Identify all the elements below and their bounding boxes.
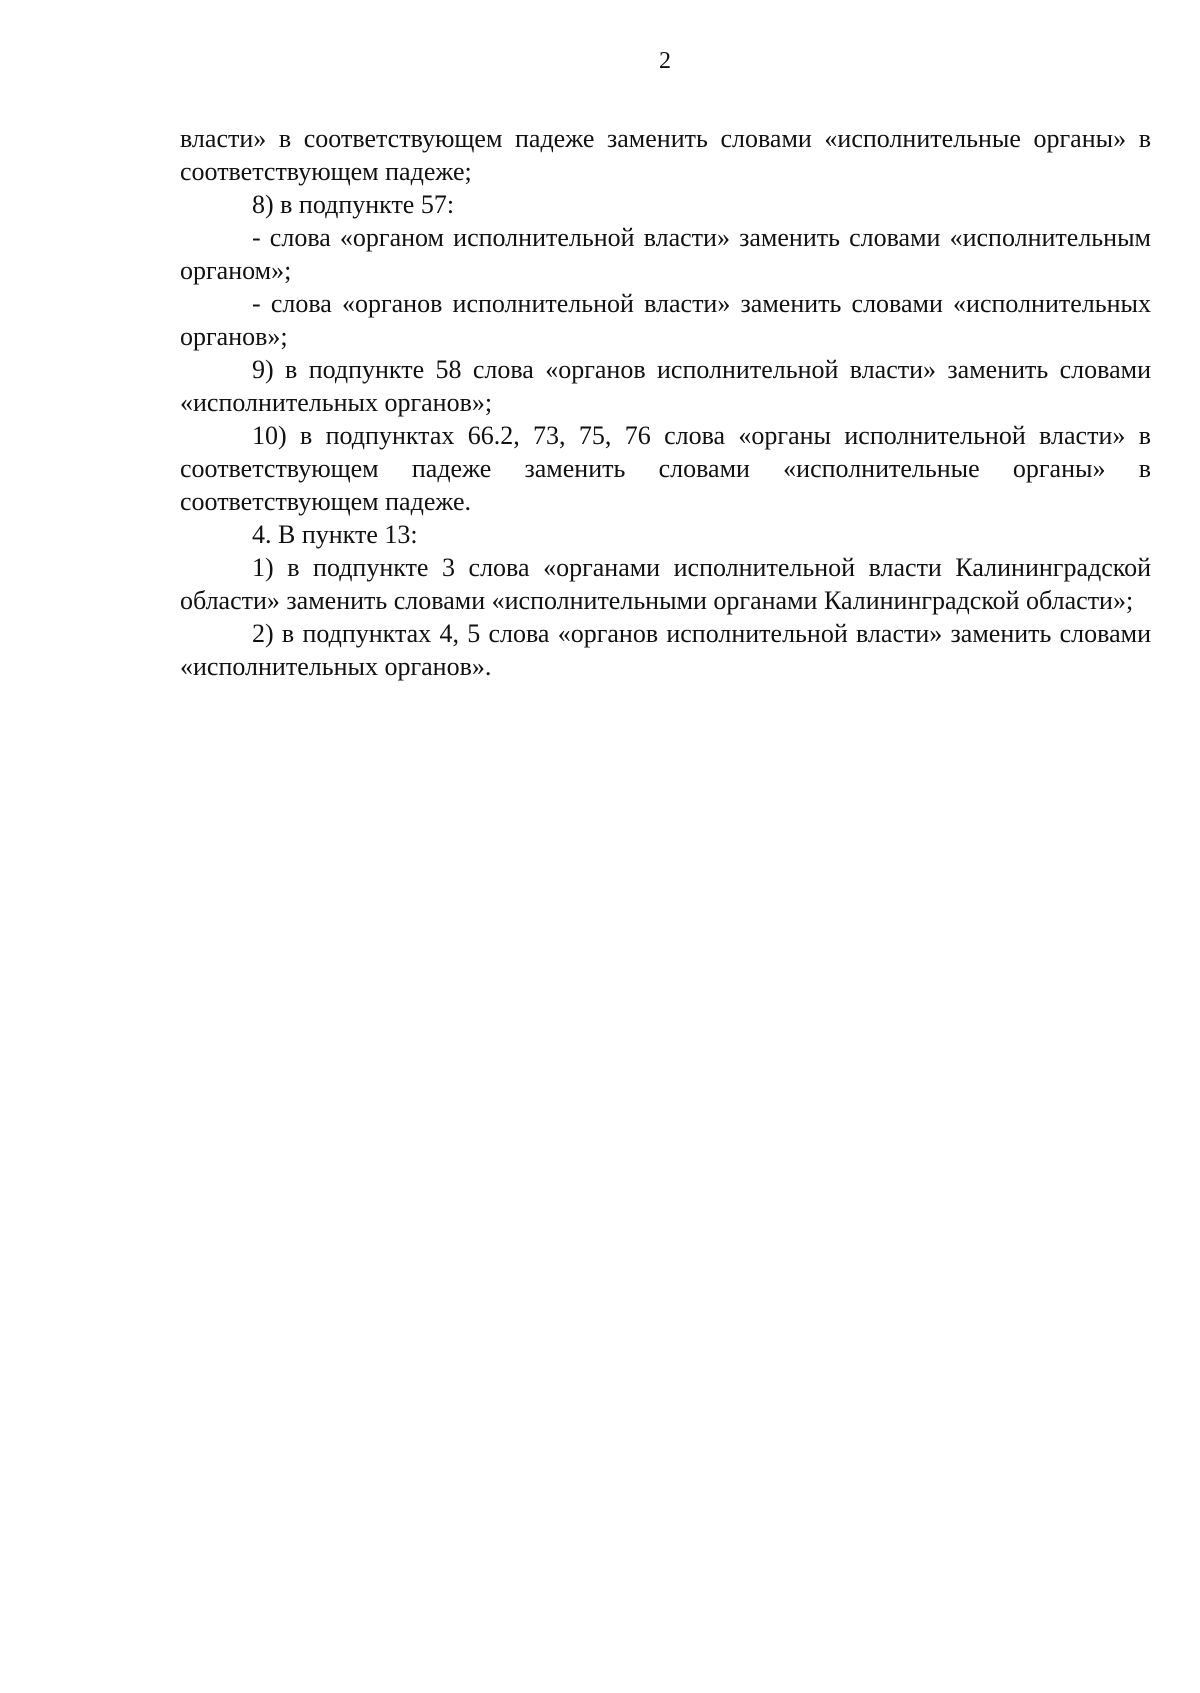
paragraph-section-4: 4. В пункте 13: <box>252 520 418 549</box>
paragraph-section-4-item-2: 2) в подпунктах 4, 5 слова «органов исполнительной власти» заменить словами «исполнительных органов». <box>180 619 1151 681</box>
document-body <box>180 122 1151 683</box>
page-number: 2 <box>659 48 671 74</box>
paragraph-item-9: 9) в подпункте 58 слова «органов исполнительной власти» заменить словами «исполнительных органов»; <box>180 355 1151 417</box>
paragraph-item-8: 8) в подпункте 57: <box>252 190 455 219</box>
paragraph-continuation: власти» в соответствующем падеже заменить словами «исполнительные органы» в соответствующем падеже; <box>180 124 1151 186</box>
paragraph-item-8-dash-2: - слова «органов исполнительной власти» заменить словами «исполнительных органов»; <box>180 289 1151 351</box>
paragraph-item-8-dash-1: - слова «органом исполнительной власти» заменить словами «исполнительным органом»; <box>180 223 1151 285</box>
paragraph-item-10: 10) в подпунктах 66.2, 73, 75, 76 слова «органы исполнительной власти» в соответствующем падеже заменить словами «исполнительные органы» в соответствующем падеже. <box>180 421 1151 516</box>
paragraph-section-4-item-1: 1) в подпункте 3 слова «органами исполнительной власти Калининградской области» заменить словами «исполнительными органами Калининградской области»; <box>180 553 1151 615</box>
